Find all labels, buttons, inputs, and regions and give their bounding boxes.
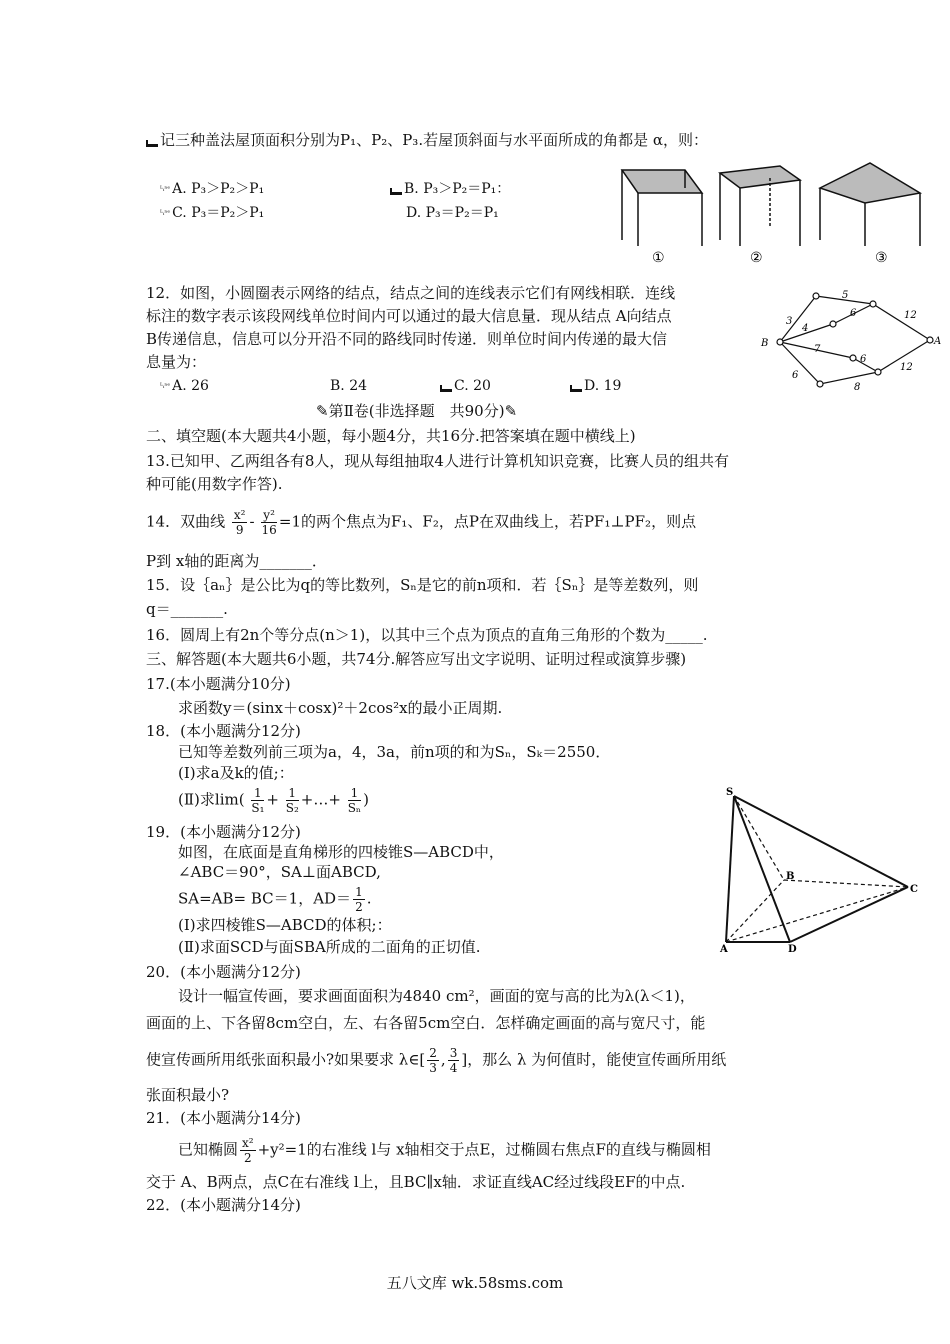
vertex-b-label: B bbox=[786, 871, 795, 882]
vertex-d-label: D bbox=[788, 944, 797, 955]
q18-line1: 已知等差数列前三项为a，4，3a，前n项的和为Sₙ，Sₖ＝2550． bbox=[178, 743, 611, 761]
q18-line2: (Ⅰ)求a及k的值;： bbox=[178, 764, 294, 782]
weight-label: 8 bbox=[854, 382, 861, 393]
q17-body: 求函数y＝(sinx＋cosx)²＋2cos²x的最小正周期. bbox=[178, 699, 503, 717]
q12-line2: 标注的数字表示该段网线单位时间内可以通过的最大信息量．现从结点 A向结点 bbox=[146, 307, 672, 325]
vertex-a-label: A bbox=[720, 944, 728, 955]
q11-option-a: ᴸᵢⁿᵉ A. P₃＞P₂＞P₁ bbox=[160, 181, 265, 197]
q11-option-c: ᴸᵢⁿᵉ C. P₃＝P₂＞P₁ bbox=[160, 205, 265, 221]
q12-option-a: ᴸᵢⁿᵉ A. 26 bbox=[160, 378, 209, 394]
q19-line4: (Ⅰ)求四棱锥S—ABCD的体积;： bbox=[178, 916, 392, 934]
node-b-label: B bbox=[761, 338, 769, 349]
q20-line1: 设计一幅宣传画，要求画面面积为4840 cm²，画面的宽与高的比为λ(λ＜1)， bbox=[178, 987, 695, 1005]
vertex-s-label: S bbox=[726, 787, 734, 798]
fraction: $\frac{\text{x²}}{9}$ bbox=[233, 508, 246, 537]
q21-head: 21．(本小题满分14分) bbox=[146, 1109, 301, 1127]
q12-line4: 息量为： bbox=[146, 353, 207, 371]
q19-head: 19．(本小题满分12分) bbox=[146, 823, 301, 841]
q20-line3: 使宣传画所用纸张面积最小?如果要求 λ∈[ $\frac{2}{3}$ , $\frac{3}{4}$ ]，那么 λ 为何值时，能使宣传画所用纸 bbox=[146, 1046, 727, 1075]
part2-title: ✎第Ⅱ卷(非选择题 共90分)✎ bbox=[316, 402, 518, 420]
q17-head: 17.(本小题满分10分) bbox=[146, 675, 291, 693]
fraction: $\frac{2}{3}$ bbox=[429, 1046, 437, 1075]
weight-label: 6 bbox=[792, 370, 799, 381]
q12-option-d: D. 19 bbox=[570, 376, 621, 396]
q19-line3: SA=AB= BC＝1，AD＝ $\frac{1}{2}$ . bbox=[178, 885, 372, 914]
q20-line2: 画面的上、下各留8cm空白，左、右各留5cm空白．怎样确定画面的高与宽尺寸，能 bbox=[146, 1014, 706, 1032]
q21-line1: 已知椭圆 $\frac{\text{x²}}{2}$ +y²=1的右准线 l与 x轴相交于点E，过椭圆右焦点F的直线与椭圆相 bbox=[178, 1136, 711, 1165]
fraction: $\frac{1}{2}$ bbox=[355, 885, 363, 914]
figure-label-2: ② bbox=[750, 250, 763, 266]
q13-line2: 种可能(用数字作答). bbox=[146, 475, 283, 493]
q22-head: 22．(本小题满分14分) bbox=[146, 1196, 301, 1214]
q15-line1: 15．设｛aₙ｝是公比为q的等比数列，Sₙ是它的前n项和．若｛Sₙ｝是等差数列，则 bbox=[146, 576, 699, 594]
q19-line1: 如图，在底面是直角梯形的四棱锥S—ABCD中， bbox=[178, 843, 504, 861]
q11-option-b: B. P₃＞P₂＝P₁： bbox=[390, 179, 510, 199]
figure-label-1: ① bbox=[652, 250, 665, 266]
fraction: $\frac{1}{\text{Sₙ}}$ bbox=[347, 786, 362, 815]
q12-option-b: B. 24 bbox=[330, 378, 368, 394]
bullet-mark-icon bbox=[570, 385, 582, 392]
q20-head: 20．(本小题满分12分) bbox=[146, 963, 301, 981]
q15-line2: q＝_______. bbox=[146, 600, 228, 618]
fraction: $\frac{1}{\text{S₁}}$ bbox=[251, 786, 265, 815]
bullet-mark-icon bbox=[146, 140, 158, 147]
fill-section-title: 二、填空题(本大题共4小题，每小题4分，共16分.把答案填在题中横线上) bbox=[146, 427, 636, 445]
vertex-c-label: C bbox=[910, 884, 918, 895]
q16: 16．圆周上有2n个等分点(n＞1)，以其中三个点为顶点的直角三角形的个数为_____. bbox=[146, 626, 708, 644]
weight-label: 12 bbox=[900, 362, 913, 373]
bullet-mark-icon bbox=[390, 188, 402, 195]
q18-head: 18．(本小题满分12分) bbox=[146, 722, 301, 740]
q12-option-c: C. 20 bbox=[440, 376, 491, 396]
weight-label: 4 bbox=[802, 323, 809, 334]
q18-line3: (Ⅱ)求lim( $\frac{1}{\text{S₁}}$ + $\frac{1}{\text{S₂}}$ +…+ $\frac{1}{\text{Sₙ}}$ ) bbox=[178, 786, 369, 815]
q14-line1: 14．双曲线 $\frac{\text{x²}}{9}$ - $\frac{\text{y²}}{16}$ =1的两个焦点为F₁、F₂，点P在双曲线上，若PF₁⊥PF₂，则点 bbox=[146, 508, 697, 537]
weight-label: 7 bbox=[814, 344, 821, 355]
q13-line1: 13.已知甲、乙两组各有8人，现从每组抽取4人进行计算机知识竞赛，比赛人员的组共有 bbox=[146, 452, 729, 470]
node-a-label: A bbox=[934, 336, 942, 347]
q19-line5: (Ⅱ)求面SCD与面SBA所成的二面角的正切值. bbox=[178, 938, 481, 956]
fraction: $\frac{3}{4}$ bbox=[449, 1046, 458, 1075]
weight-label: 3 bbox=[786, 316, 793, 327]
roof-figures bbox=[610, 158, 930, 270]
fraction: $\frac{\text{x²}}{2}$ bbox=[242, 1136, 254, 1165]
weight-label: 12 bbox=[904, 310, 917, 321]
fraction: $\frac{1}{\text{S₂}}$ bbox=[285, 786, 299, 815]
uber-line-icon: ᴸᵢⁿᵉ bbox=[160, 381, 171, 390]
bullet-mark-icon bbox=[440, 385, 452, 392]
uber-line-icon: ᴸᵢⁿᵉ bbox=[160, 184, 171, 193]
weight-label: 5 bbox=[842, 290, 849, 301]
uber-line-icon: ᴸᵢⁿᵉ bbox=[160, 208, 171, 217]
q12-line3: B传递信息，信息可以分开沿不同的路线同时传递．则单位时间内传递的最大信 bbox=[146, 330, 668, 348]
figure-label-3: ③ bbox=[875, 250, 888, 266]
q20-line4: 张面积最小? bbox=[146, 1086, 230, 1104]
pyramid-figure bbox=[712, 782, 932, 956]
network-graph bbox=[758, 286, 940, 394]
footer-watermark: 五八文库 wk.58sms.com bbox=[386, 1274, 564, 1292]
weight-label: 6 bbox=[850, 308, 857, 319]
q11-option-d: D. P₃＝P₂＝P₁ bbox=[406, 205, 499, 221]
solve-section-title: 三、解答题(本大题共6小题，共74分.解答应写出文字说明、证明过程或演算步骤) bbox=[146, 650, 687, 668]
q19-line2: ∠ABC＝90°，SA⊥面ABCD, bbox=[178, 863, 381, 881]
q12-line1: 12．如图，小圆圈表示网络的结点，结点之间的连线表示它们有网线相联．连线 bbox=[146, 284, 676, 302]
weight-label: 6 bbox=[860, 354, 867, 365]
q14-line2: P到 x轴的距离为_______． bbox=[146, 552, 327, 570]
q11-stem: 记三种盖法屋顶面积分别为P₁、P₂、P₃.若屋顶斜面与水平面所成的角都是 α，则： bbox=[146, 129, 708, 151]
q21-line2: 交于 A、B两点，点C在右准线 l上，且BC∥x轴．求证直线AC经过线段EF的中点. bbox=[146, 1173, 686, 1191]
fraction: $\frac{\text{y²}}{16}$ bbox=[261, 508, 277, 537]
